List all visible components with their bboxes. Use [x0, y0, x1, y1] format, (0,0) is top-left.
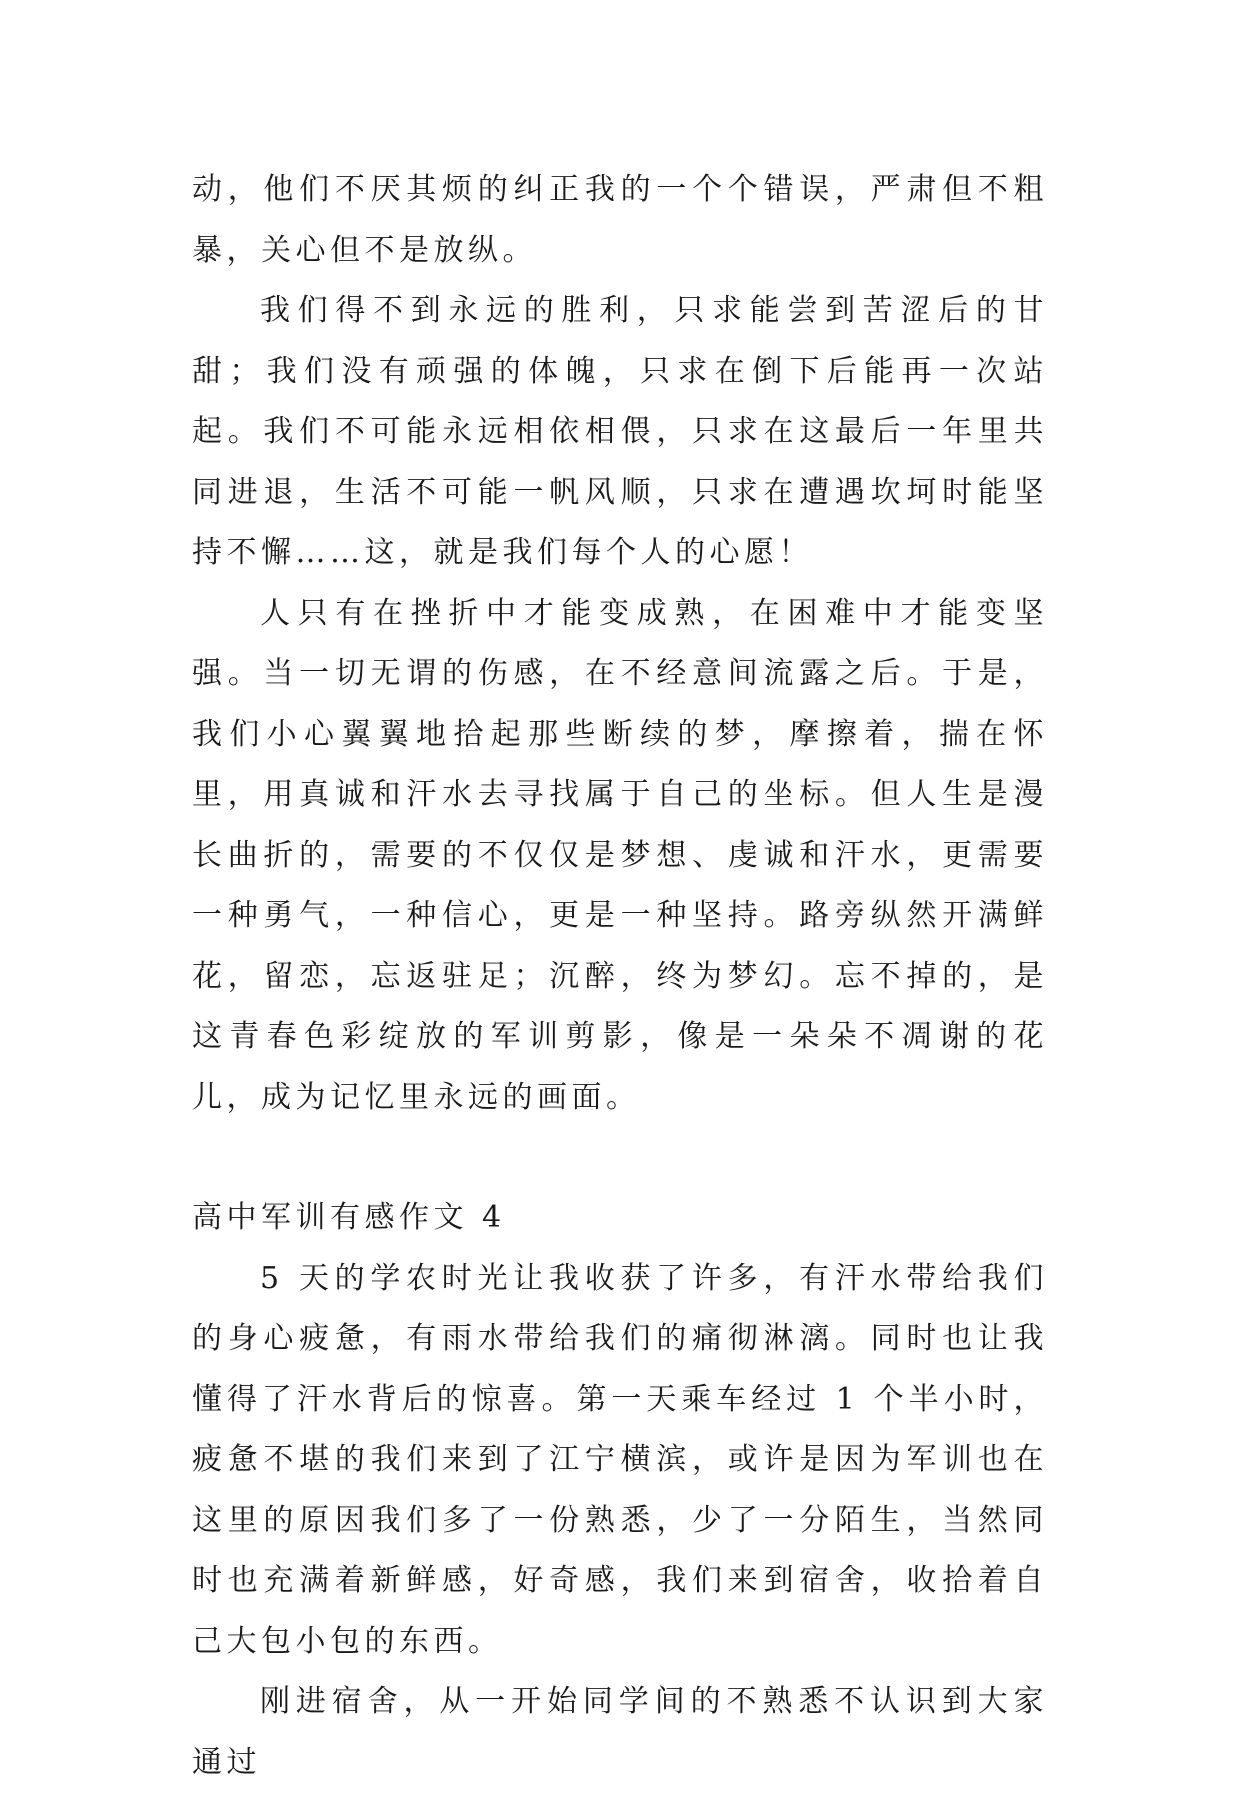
paragraph-4: 5 天的学农时光让我收获了许多，有汗水带给我们的身心疲惫，有雨水带给我们的痛彻淋漓。同时也让我懂得了汗水背后的惊喜。第一天乘车经过 1 个半小时，疲惫不堪的我们来到了江宁横滨，或许是因为军训也在这里的原因我们多了一份熟悉，少了一分陌生，当然同时也充满着新鲜感，好奇感，我们来到宿舍，收拾着自己大包小包的东西。	[192, 1260, 1048, 1659]
paragraph-5: 刚进宿舍，从一开始同学间的不熟悉不认识到大家通过	[192, 1684, 1048, 1780]
paragraph-1: 动，他们不厌其烦的纠正我的一个个错误，严肃但不粗暴，关心但不是放纵。	[192, 172, 1048, 268]
section-title: 高中军训有感作文 4	[192, 1200, 506, 1235]
paragraph-2: 我们得不到永远的胜利，只求能尝到苦涩后的甘甜；我们没有顽强的体魄，只求在倒下后能再一次站起。我们不可能永远相依相偎，只求在这最后一年里共同进退，生活不可能一帆风顺，只求在遭遇坎坷时能坚持不懈……这，就是我们每个人的心愿！	[192, 293, 1048, 570]
paragraph-3: 人只有在挫折中才能变成熟，在困难中才能变坚强。当一切无谓的伤感，在不经意间流露之后。于是，我们小心翼翼地拾起那些断续的梦，摩擦着，揣在怀里，用真诚和汗水去寻找属于自己的坐标。但人生是漫长曲折的，需要的不仅仅是梦想、虔诚和汗水，更需要一种勇气，一种信心，更是一种坚持。路旁纵然开满鲜花，留恋，忘返驻足；沉醉，终为梦幻。忘不掉的，是这青春色彩绽放的军训剪影，像是一朵朵不凋谢的花儿，成为记忆里永远的画面。	[192, 595, 1048, 1115]
section-spacer	[192, 1128, 1048, 1188]
document-body	[192, 160, 1048, 1793]
